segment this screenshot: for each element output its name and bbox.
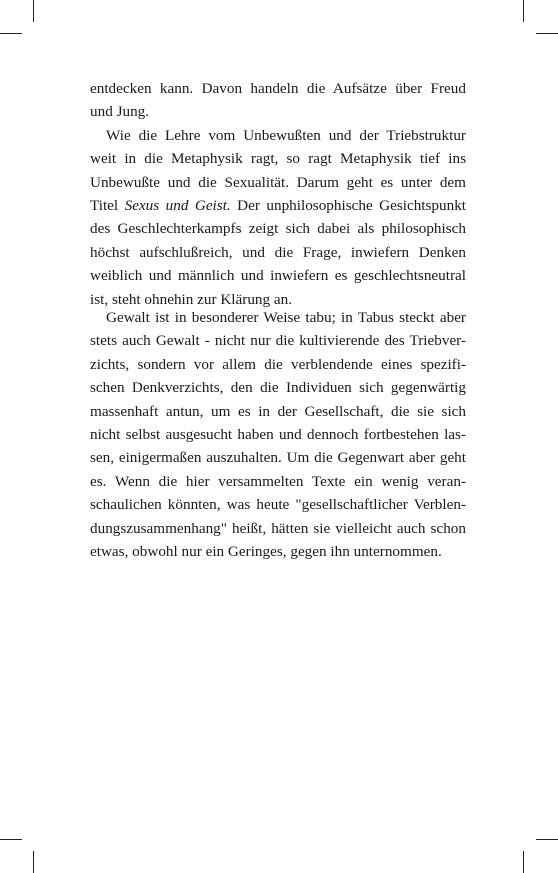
crop-mark-bottom-left-horizontal	[0, 839, 22, 840]
text-line: nicht selbst ausgesucht haben und dennoch fortbestehen las-	[90, 425, 466, 443]
text-line: schen Denkverzichts, den die Individuen sich gegenwärtig	[90, 379, 466, 397]
text-line-with-title	[90, 194, 466, 217]
paragraph-metaphysik	[90, 124, 466, 311]
text-line: des Geschlechterkampfs zeigt sich dabei als philosophisch	[90, 220, 466, 238]
crop-mark-bottom-right-vertical	[523, 851, 524, 873]
text-line: Gewalt ist in besonderer Weise tabu; in Tabus steckt aber	[106, 309, 466, 326]
crop-mark-top-left-vertical	[33, 0, 34, 22]
text-line: Unbewußte und die Sexualität. Darum geht es unter dem	[90, 173, 466, 191]
text-fragment: Titel	[90, 196, 119, 214]
crop-mark-bottom-left-vertical	[33, 851, 34, 873]
text-line: weiblich und männlich und inwiefern es geschlechtsneutral	[90, 267, 466, 285]
text-line: und Jung.	[90, 103, 150, 121]
crop-mark-top-right-horizontal	[536, 33, 558, 34]
crop-mark-top-left-horizontal	[0, 33, 22, 34]
text-line: etwas, obwohl nur ein Geringes, gegen ihn unternommen.	[90, 542, 442, 560]
text-line: höchst aufschlußreich, und die Frage, inwiefern Denken	[90, 243, 466, 261]
book-title-italic: Sexus und Geist.	[124, 196, 231, 214]
crop-mark-bottom-right-horizontal	[536, 839, 558, 840]
text-line: es. Wenn die hier versammelten Texte ein wenig veran-	[90, 472, 466, 490]
text-line: dungszusammenhang" heißt, hätten sie vielleicht auch schon	[90, 519, 466, 537]
text-line: entdecken kann. Davon handeln die Aufsätze über Freud	[90, 80, 466, 97]
text-block-lower	[90, 306, 466, 563]
text-line: Wie die Lehre vom Unbewußten und der Triebstruktur	[106, 126, 466, 144]
paragraph-gewalt	[90, 306, 466, 563]
text-block-upper	[90, 77, 466, 311]
crop-mark-top-right-vertical	[523, 0, 524, 22]
text-line: massenhaft antun, um es in der Gesellschaft, die sie sich	[90, 402, 466, 420]
text-line: ist, steht ohnehin zur Klärung an.	[90, 290, 293, 308]
text-line: zichts, sondern vor allem die verblendende eines spezifi-	[90, 355, 466, 373]
paragraph-continuation	[90, 77, 466, 124]
text-line: stets auch Gewalt - nicht nur die kultivierende des Triebver-	[90, 332, 466, 350]
text-line: sen, einigermaßen auszuhalten. Um die Gegenwart aber geht	[90, 449, 466, 467]
text-fragment: Der unphilosophische Gesichtspunkt	[237, 196, 467, 214]
text-line: schaulichen könnten, was heute "gesellschaftlicher Verblen-	[90, 496, 466, 514]
text-line: weit in die Metaphysik ragt, so ragt Metaphysik tief ins	[90, 150, 466, 168]
